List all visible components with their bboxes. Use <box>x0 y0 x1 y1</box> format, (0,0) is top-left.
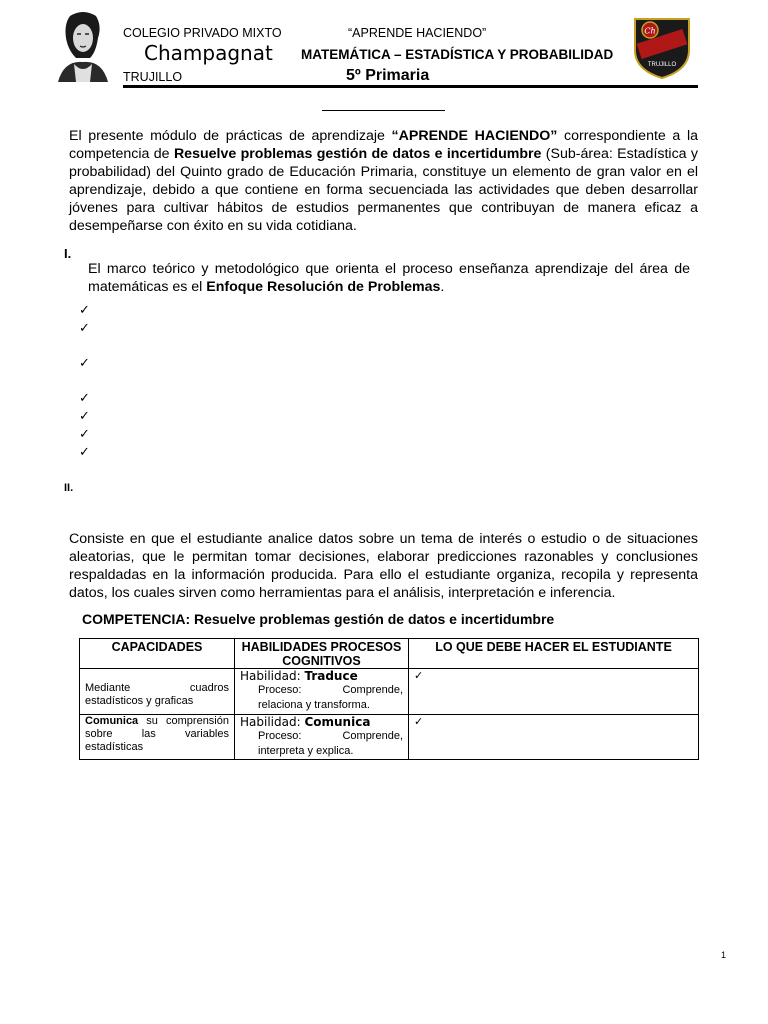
student-task-cell <box>409 715 699 760</box>
capacity-cell <box>80 669 235 715</box>
skill-process: Proceso: Comprende, relaciona y transforma. <box>258 684 403 711</box>
capacity-bold: Comunica <box>85 715 139 727</box>
competence-title: COMPETENCIA: Resuelve problemas gestión de datos e incertidumbre <box>82 611 555 627</box>
page-number: 1 <box>720 950 726 960</box>
skill-title <box>240 715 403 729</box>
capacities-table <box>79 638 699 760</box>
checkmark-3: ✓ <box>79 355 90 370</box>
table-row <box>80 669 699 715</box>
school-motto: “APRENDE HACIENDO” <box>348 26 487 40</box>
capacity-text: su comprensión sobre las variables estadísticas <box>85 715 229 753</box>
skill-name: Comunica <box>304 715 371 729</box>
intro-text-1: El presente módulo de prácticas de aprendizaje <box>69 128 392 144</box>
checkmark-6: ✓ <box>79 426 90 441</box>
intro-paragraph <box>69 127 698 235</box>
section-1-paragraph <box>88 260 690 296</box>
checkmark-1: ✓ <box>79 302 90 317</box>
intro-text-3: (Sub-área: Estadística y probabilidad) del Quinto grado de Educación Primaria, constituye un elemento de gran valor en el aprendizaje, debido a que contiene en forma secuenciada las actividades que deben desarrollar jóvenes para cultivar hábitos de estudios permanentes que contribuyan de manera eficaz a desempeñarse con éxito en su vida cotidiana. <box>69 146 699 234</box>
section-1-text: El marco teórico y metodológico que orienta el proceso enseñanza aprendizaje del área de matemáticas es el <box>88 261 690 295</box>
checkmark-7: ✓ <box>79 444 90 459</box>
skill-label: Habilidad: <box>240 715 305 729</box>
intro-text-2: correspondiente a la competencia de <box>69 128 699 162</box>
section-2-paragraph: Consiste en que el estudiante analice datos sobre un tema de interés o estudio o de situaciones aleatorias, que le permitan tomar decisiones, elaborar predicciones razonables y conclusiones respaldadas en la información producida. Para ello el estudiante organiza, recopila y representa datos, los cuales sirven como herramientas para el análisis, interpretación e inferencia. <box>69 531 698 601</box>
school-logo-portrait <box>50 8 116 82</box>
section-1-numeral: I. <box>64 246 72 261</box>
school-name: Champagnat <box>144 41 273 65</box>
subject-title: MATEMÁTICA – ESTADÍSTICA Y PROBABILIDAD <box>301 47 614 62</box>
section-1-end: . <box>440 279 445 295</box>
section-1-bold: Enfoque Resolución de Problemas <box>206 279 441 295</box>
header-habilidades: HABILIDADES PROCESOS COGNITIVOS <box>235 639 409 669</box>
grade-level: 5º Primaria <box>346 67 430 84</box>
school-type: COLEGIO PRIVADO MIXTO <box>123 26 282 40</box>
crest-city: TRUJILLO <box>647 62 677 68</box>
checkmark-icon: ✓ <box>414 716 424 728</box>
skill-cell <box>235 715 409 760</box>
intro-bold-motto: “APRENDE HACIENDO” <box>391 128 558 144</box>
skill-cell <box>235 669 409 715</box>
skill-process: Proceso: Comprende, interpreta y explica. <box>258 730 403 757</box>
skill-title <box>240 669 403 683</box>
intro-bold-competence: Resuelve problemas gestión de datos e incertidumbre <box>173 146 542 162</box>
header-lo-que-debe: LO QUE DEBE HACER EL ESTUDIANTE <box>409 639 699 669</box>
crest-letters: Ch <box>644 26 656 36</box>
title-underline <box>322 110 445 111</box>
capacity-cell <box>80 715 235 760</box>
checkmark-4: ✓ <box>79 390 90 405</box>
school-crest <box>632 16 692 80</box>
table-header-row <box>80 639 699 669</box>
checkmark-2: ✓ <box>79 320 90 335</box>
header-divider <box>123 85 698 88</box>
student-task-cell <box>409 669 699 715</box>
skill-label: Habilidad: <box>240 669 305 683</box>
table-row <box>80 715 699 760</box>
checkmark-icon: ✓ <box>414 670 424 682</box>
skill-name: Traduce <box>304 669 358 683</box>
capacity-text: Mediante cuadros estadísticos y graficas <box>85 681 229 707</box>
section-2-numeral: II. <box>64 482 74 494</box>
checkmark-5: ✓ <box>79 408 90 423</box>
header-capacidades: CAPACIDADES <box>80 639 235 669</box>
school-city: TRUJILLO <box>123 70 183 84</box>
